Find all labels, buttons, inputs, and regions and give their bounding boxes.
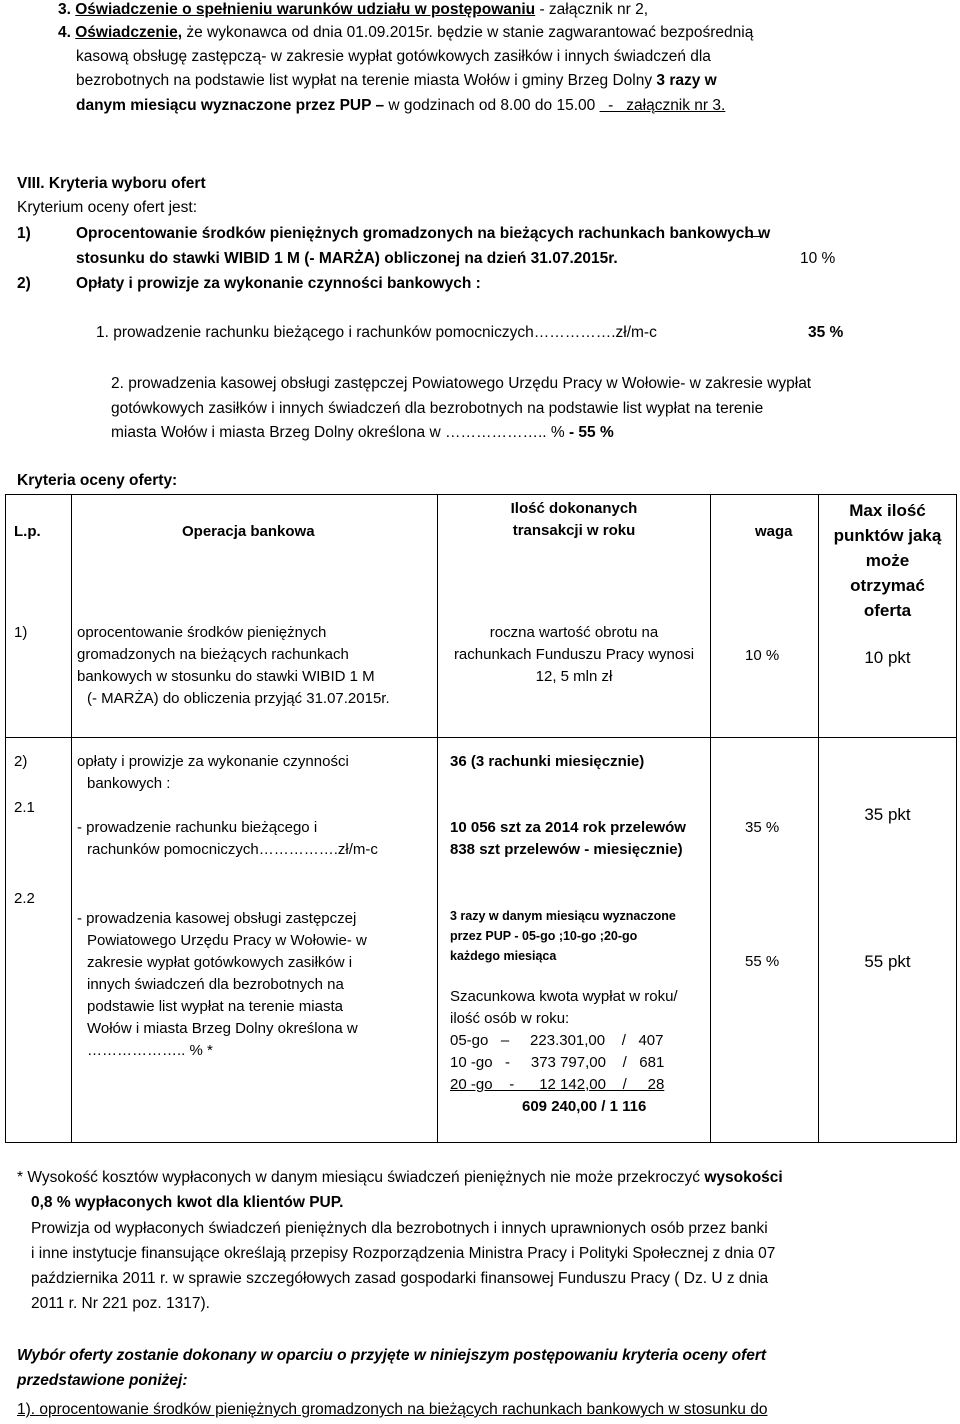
header-max-line-3: może xyxy=(865,551,910,570)
row1-count-line: 12, 5 mln zł xyxy=(535,668,613,685)
row2-op-line: - prowadzenia kasowej obsługi zastępczej xyxy=(77,910,357,927)
row2-count-c-line: 3 razy w danym miesiącu wyznaczone xyxy=(450,909,676,923)
criterion-1-percent: 10 % xyxy=(800,250,836,267)
row2-op-line: bankowych : xyxy=(87,775,171,792)
section-subheading: Kryterium oceny ofert jest: xyxy=(17,199,198,216)
criterion-2-2-line-3: miasta Wołów i miasta Brzeg Dolny określona w ……………….. % - 55 % xyxy=(111,424,614,441)
header-max-line-5: oferta xyxy=(863,601,912,620)
row2-count-a: 36 (3 rachunki miesięcznie) xyxy=(450,753,645,770)
row2-op-line: ……………….. % * xyxy=(87,1042,213,1059)
header-max-line-2: punktów jaką xyxy=(833,526,942,545)
row2-count-d-line: Szacunkowa kwota wypłat w roku/ xyxy=(450,988,678,1005)
row2-op-line: - prowadzenie rachunku bieżącego i xyxy=(77,819,318,836)
row2-count-d-line: 20 -go - 12 142,00 / 28 xyxy=(450,1076,665,1093)
criterion-1-line-2: stosunku do stawki WIBID 1 M (- MARŻA) obliczonej na dzień 31.07.2015r. xyxy=(76,250,618,267)
criterion-2-text: Opłaty i prowizje za wykonanie czynności bankowych : xyxy=(76,275,481,292)
row2-count-c-line: przez PUP - 05-go ;10-go ;20-go xyxy=(450,929,638,943)
row2-count-c-line: każdego miesiąca xyxy=(450,949,557,963)
header-weight: waga xyxy=(755,523,793,540)
criterion-1-line-1: Oprocentowanie środków pieniężnych gromadzonych na bieżących rachunkach bankowych w xyxy=(76,225,771,242)
row2-op-line: podstawie list wypłat na terenie miasta xyxy=(87,998,343,1015)
section-heading: VIII. Kryteria wyboru ofert xyxy=(17,175,206,192)
row2-lp-b: 2.1 xyxy=(14,799,35,816)
criterion-2-1: 1. prowadzenie rachunku bieżącego i rachunków pomocniczych…………….zł/m-c xyxy=(96,324,657,341)
row2-count-d-line: ilość osób w roku: xyxy=(450,1010,570,1027)
criteria-table xyxy=(5,494,957,1143)
row2-op-line: opłaty i prowizje za wykonanie czynności xyxy=(77,753,349,770)
row1-count-line: rachunkach Funduszu Pracy wynosi xyxy=(453,646,695,663)
row1-op-line: (- MARŻA) do obliczenia przyjąć 31.07.2015r. xyxy=(87,690,390,707)
row2-op-line: Wołów i miasta Brzeg Dolny określona w xyxy=(87,1020,358,1037)
commission-line-3: października 2011 r. w sprawie szczegółowych zasad gospodarki finansowej Funduszu Pracy ( Dz. U z dnia xyxy=(31,1270,769,1287)
row2-op-line: zakresie wypłat gotówkowych zasiłków i xyxy=(87,954,353,971)
row1-lp: 1) xyxy=(14,624,28,641)
row2-count-b-line: 10 056 szt za 2014 rok przelewów xyxy=(450,819,686,836)
last-line: 1). oprocentowanie środków pieniężnych gromadzonych na bieżących rachunkach bankowych w stosunku do xyxy=(17,1401,768,1418)
intro-line-3: bezrobotnych na podstawie list wypłat na terenie miasta Wołów i gminy Brzeg Dolny 3 razy w xyxy=(76,72,717,89)
footnote-line-2: 0,8 % wypłaconych kwot dla klientów PUP. xyxy=(31,1194,344,1211)
row1-max: 10 pkt xyxy=(864,648,911,667)
table-row-1 xyxy=(6,619,957,738)
intro-line-4: danym miesiącu wyznaczone przez PUP – w godzinach od 8.00 do 15.00 - załącznik nr 3. xyxy=(76,97,726,114)
row1-weight: 10 % xyxy=(745,647,780,664)
criterion-2-2-line-2: gotówkowych zasiłków i innych świadczeń dla bezrobotnych na podstawie list wypłat na terenie xyxy=(111,400,764,417)
row1-op-line: gromadzonych na bieżących rachunkach xyxy=(77,646,349,663)
row2-count-d-line: 05-go – 223.301,00 / 407 xyxy=(450,1032,664,1049)
row2-count-b-line: 838 szt przelewów - miesięcznie) xyxy=(450,841,683,858)
row2-max-b: 35 pkt xyxy=(864,805,911,824)
final-note-line-2: przedstawione poniżej: xyxy=(17,1372,188,1389)
footnote-line-1: * Wysokość kosztów wypłaconych w danym miesiącu świadczeń pieniężnych nie może przekroczyć wysokości xyxy=(17,1169,783,1186)
dash-line xyxy=(745,236,761,237)
intro-item-4: 4. Oświadczenie, że wykonawca od dnia 01.09.2015r. będzie w stanie zagwarantować bezpośrednią xyxy=(58,24,754,41)
final-note-line-1: Wybór oferty zostanie dokonany w oparciu o przyjęte w niniejszym postępowaniu kryteria oceny ofert xyxy=(17,1347,767,1364)
row2-max-c: 55 pkt xyxy=(864,952,911,971)
row2-op-line: innych świadczeń dla bezrobotnych na xyxy=(87,976,344,993)
header-max-line-1: Max ilość xyxy=(849,501,926,520)
criterion-1-number: 1) xyxy=(17,225,31,242)
header-count-line-2: transakcji w roku xyxy=(512,522,636,539)
intro-item-3: 3. Oświadczenie o spełnieniu warunków udziału w postępowaniu - załącznik nr 2, xyxy=(58,1,649,18)
row2-lp-c: 2.2 xyxy=(14,890,35,907)
criterion-2-2-line-1: 2. prowadzenia kasowej obsługi zastępczej Powiatowego Urzędu Pracy w Wołowie- w zakresie wypłat xyxy=(111,375,812,392)
row2-count-d-total: 609 240,00 / 1 116 xyxy=(522,1098,647,1115)
criterion-2-1-percent: 35 % xyxy=(808,324,844,341)
intro-line-2: kasową obsługę zastępczą- w zakresie wypłat gotówkowych zasiłków i innych świadczeń dla xyxy=(76,48,711,65)
row1-op-line: bankowych w stosunku do stawki WIBID 1 M xyxy=(77,668,375,685)
table-row-2 xyxy=(6,738,957,1143)
row2-weight-c: 55 % xyxy=(745,953,780,970)
header-lp: L.p. xyxy=(14,523,41,540)
table-header-row xyxy=(6,495,957,620)
commission-line-2: i inne instytucje finansujące określają przepisy Rozporządzenia Ministra Pracy i Polityki Społecznej z dnia 07 xyxy=(31,1245,776,1262)
header-count-line-1: Ilość dokonanych xyxy=(510,500,638,517)
row2-count-d-line: 10 -go - 373 797,00 / 681 xyxy=(450,1054,665,1071)
commission-line-4: 2011 r. Nr 221 poz. 1317). xyxy=(31,1295,210,1312)
header-max-line-4: otrzymać xyxy=(850,576,925,595)
row2-op-line: rachunków pomocniczych…………….zł/m-c xyxy=(87,841,378,858)
row2-weight-b: 35 % xyxy=(745,819,780,836)
table-title: Kryteria oceny oferty: xyxy=(17,472,178,489)
header-operation: Operacja bankowa xyxy=(182,523,315,540)
row2-lp-a: 2) xyxy=(14,753,28,770)
row1-op-line: oprocentowanie środków pieniężnych xyxy=(77,624,327,641)
row2-op-line: Powiatowego Urzędu Pracy w Wołowie- w xyxy=(87,932,367,949)
commission-line-1: Prowizja od wypłaconych świadczeń pieniężnych dla bezrobotnych i innych uprawnionych osób przez banki xyxy=(31,1220,768,1237)
row1-count-line: roczna wartość obrotu na xyxy=(489,624,659,641)
criterion-2-number: 2) xyxy=(17,275,31,292)
